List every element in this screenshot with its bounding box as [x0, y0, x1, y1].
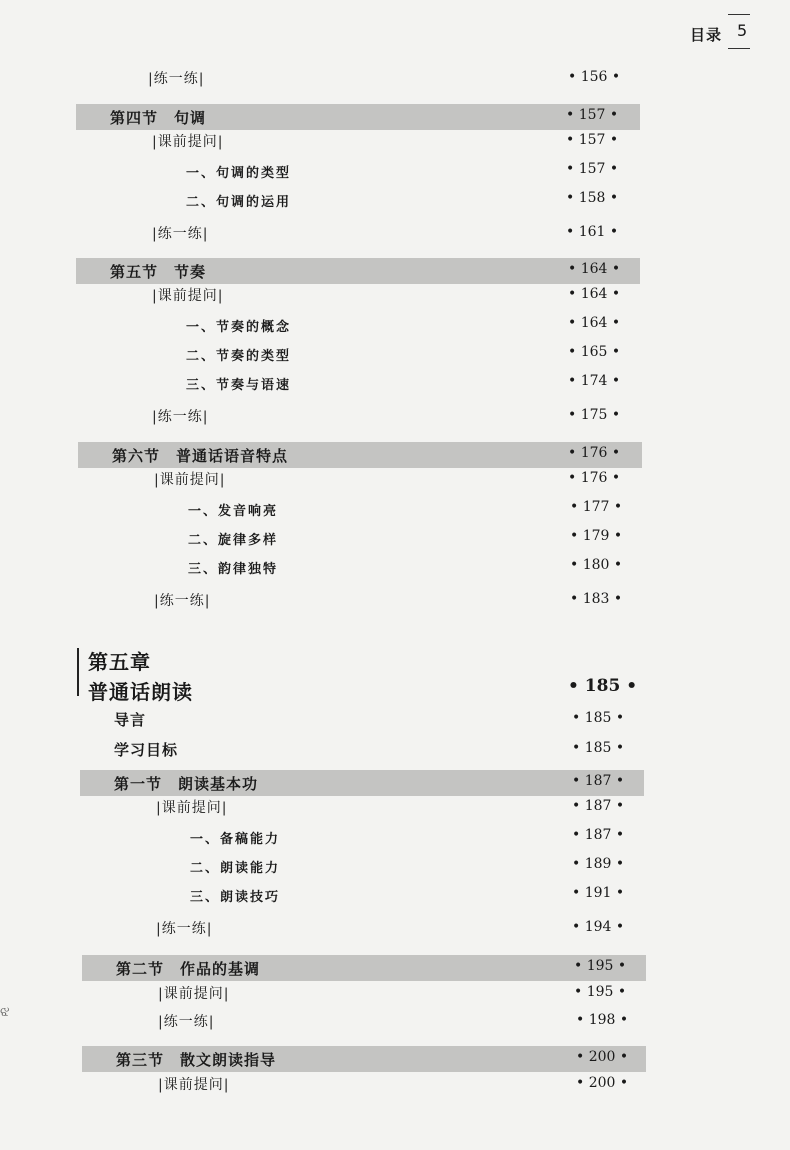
toc-label: 一、备稿能力 — [190, 832, 281, 847]
toc-row-exercise[interactable] — [0, 404, 790, 430]
toc-page: • 191 • — [572, 885, 625, 901]
toc-row-section[interactable] — [0, 104, 790, 130]
toc-page: • 187 • — [572, 827, 625, 843]
toc-row-item[interactable] — [0, 882, 790, 908]
toc-row-item[interactable] — [0, 312, 790, 338]
toc-label: 三、韵律独特 — [188, 562, 279, 577]
toc-label: |课前提问| — [154, 472, 226, 488]
toc-label: |课前提问| — [152, 134, 224, 150]
toc-page: • 156 • — [568, 69, 621, 85]
toc-label: 第六节 普通话语音特点 — [112, 447, 289, 465]
toc-row-preview[interactable] — [0, 1072, 790, 1098]
toc-label: |练一练| — [152, 226, 209, 242]
toc-row-item[interactable] — [0, 853, 790, 879]
toc-row-exercise[interactable] — [0, 1009, 790, 1035]
toc-page: • 187 • — [572, 773, 625, 789]
toc-page: • 164 • — [568, 286, 621, 302]
toc-label: |课前提问| — [158, 1077, 230, 1093]
toc-label: 第二节 作品的基调 — [116, 960, 261, 978]
toc-page: • 165 • — [568, 344, 621, 360]
toc-label: 二、朗读能力 — [190, 861, 281, 876]
toc-page: • 195 • — [574, 958, 627, 974]
toc-page: • 179 • — [570, 528, 623, 544]
toc-label: 学习目标 — [114, 741, 179, 759]
toc-label: 二、节奏的类型 — [186, 349, 292, 364]
toc-label: |课前提问| — [152, 288, 224, 304]
toc-label: 二、旋律多样 — [188, 533, 279, 548]
toc-label: 一、句调的类型 — [186, 166, 292, 181]
toc-row-item[interactable] — [0, 341, 790, 367]
toc-page: • 157 • — [566, 161, 619, 177]
toc-page: • 194 • — [572, 919, 625, 935]
chapter-marker-bar — [77, 648, 79, 696]
toc-label: |练一练| — [152, 409, 209, 425]
toc-page: • 198 • — [576, 1012, 629, 1028]
toc-label: 三、节奏与语速 — [186, 378, 292, 393]
header-rule-bottom — [728, 48, 750, 49]
toc-row-preview[interactable] — [0, 795, 790, 821]
toc-label: |练一练| — [158, 1014, 215, 1030]
toc-row-exercise[interactable] — [0, 916, 790, 942]
toc-row-item[interactable] — [0, 525, 790, 551]
toc-page: • 161 • — [566, 224, 619, 240]
chapter-number: 第五章 — [88, 650, 151, 674]
toc-page: • 177 • — [570, 499, 623, 515]
toc-label: 导言 — [114, 711, 147, 729]
toc-row-exercise[interactable] — [0, 221, 790, 247]
toc-page: • 189 • — [572, 856, 625, 872]
toc-page: • 180 • — [570, 557, 623, 573]
toc-row-section[interactable] — [0, 955, 790, 981]
toc-row-exercise[interactable] — [0, 66, 790, 92]
toc-row-item[interactable] — [0, 187, 790, 213]
toc-label: |练一练| — [156, 921, 213, 937]
toc-page: • 185 • — [572, 710, 625, 726]
toc-page: • 200 • — [576, 1075, 629, 1091]
toc-label: |练一练| — [148, 71, 205, 87]
margin-ink-mark: ଝ — [0, 1004, 10, 1020]
running-header-title: 目录 — [690, 26, 723, 44]
toc-label: |课前提问| — [156, 800, 228, 816]
toc-row-section[interactable] — [0, 770, 790, 796]
toc-page: • 157 • — [566, 107, 619, 123]
page-number: 5 — [737, 21, 748, 40]
toc-row-item[interactable] — [0, 824, 790, 850]
toc-page: • 200 • — [576, 1049, 629, 1065]
toc-row-preview[interactable] — [0, 283, 790, 309]
toc-page: • 164 • — [568, 315, 621, 331]
toc-row-exercise[interactable] — [0, 588, 790, 614]
toc-page: • 175 • — [568, 407, 621, 423]
toc-label: |练一练| — [154, 593, 211, 609]
toc-label: |课前提问| — [158, 986, 230, 1002]
toc-label: 一、发音响亮 — [188, 504, 279, 519]
toc-label: 第三节 散文朗读指导 — [116, 1051, 277, 1069]
toc-row-item[interactable] — [0, 554, 790, 580]
toc-label: 二、句调的运用 — [186, 195, 292, 210]
toc-label: 一、节奏的概念 — [186, 320, 292, 335]
toc-row-section[interactable] — [0, 1046, 790, 1072]
toc-row-objectives[interactable] — [0, 737, 790, 763]
chapter-title[interactable]: 普通话朗读 — [88, 680, 193, 704]
toc-row-section[interactable] — [0, 258, 790, 284]
toc-page: • 164 • — [568, 261, 621, 277]
toc-page: • 195 • — [574, 984, 627, 1000]
toc-row-item[interactable] — [0, 370, 790, 396]
toc-label: 第四节 句调 — [110, 109, 207, 127]
toc-row-preview[interactable] — [0, 129, 790, 155]
chapter-page: • 185 • — [568, 676, 638, 696]
toc-row-item[interactable] — [0, 496, 790, 522]
toc-label: 第五节 节奏 — [110, 263, 207, 281]
toc-row-section[interactable] — [0, 442, 790, 468]
toc-page: • 176 • — [568, 445, 621, 461]
toc-row-intro[interactable] — [0, 707, 790, 733]
toc-label: 三、朗读技巧 — [190, 890, 281, 905]
toc-page: • 176 • — [568, 470, 621, 486]
toc-page: • 187 • — [572, 798, 625, 814]
toc-label: 第一节 朗读基本功 — [114, 775, 259, 793]
toc-page: • 158 • — [566, 190, 619, 206]
toc-page: • 174 • — [568, 373, 621, 389]
toc-row-preview[interactable] — [0, 981, 790, 1007]
header-rule-top — [728, 14, 750, 15]
toc-row-item[interactable] — [0, 158, 790, 184]
toc-page: • 183 • — [570, 591, 623, 607]
toc-row-preview[interactable] — [0, 467, 790, 493]
toc-page: • 157 • — [566, 132, 619, 148]
toc-page: • 185 • — [572, 740, 625, 756]
